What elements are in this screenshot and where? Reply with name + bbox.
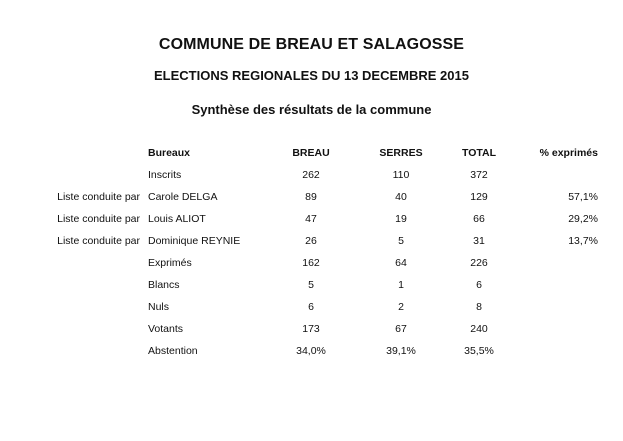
cell-total: 226 xyxy=(470,257,488,269)
row-prefix: Liste conduite par xyxy=(57,235,140,247)
table-row xyxy=(40,208,604,230)
table-row xyxy=(40,340,604,362)
row-prefix: Liste conduite par xyxy=(57,213,140,225)
results-table-body xyxy=(40,164,604,362)
cell-breau: 162 xyxy=(302,257,320,269)
cell-breau: 34,0% xyxy=(296,345,326,357)
row-label: Votants xyxy=(148,323,184,335)
cell-pct-exprimes: 29,2% xyxy=(568,213,598,225)
cell-pct-exprimes xyxy=(512,296,604,318)
row-prefix xyxy=(40,340,148,362)
row-label: Louis ALIOT xyxy=(148,213,206,225)
cell-serres: 67 xyxy=(395,323,407,335)
header-serres: SERRES xyxy=(379,147,423,159)
cell-breau: 5 xyxy=(308,279,314,291)
header-prefix-cell xyxy=(40,142,148,164)
row-label: Carole DELGA xyxy=(148,191,218,203)
document-subtitle: ELECTIONS REGIONALES DU 13 DECEMBRE 2015 xyxy=(154,68,469,83)
table-row xyxy=(40,274,604,296)
cell-serres: 19 xyxy=(395,213,407,225)
cell-total: 31 xyxy=(473,235,485,247)
row-prefix xyxy=(40,318,148,340)
cell-serres: 64 xyxy=(395,257,407,269)
document-title: COMMUNE DE BREAU ET SALAGOSSE xyxy=(158,36,465,53)
cell-serres: 40 xyxy=(395,191,407,203)
header-pct-exprimes: % exprimés xyxy=(539,147,598,159)
row-prefix xyxy=(40,252,148,274)
header-row xyxy=(40,142,604,164)
table-row xyxy=(40,164,604,186)
row-label: Blancs xyxy=(148,279,180,291)
cell-serres: 2 xyxy=(398,301,404,313)
row-prefix xyxy=(40,164,148,186)
table-row xyxy=(40,252,604,274)
cell-breau: 26 xyxy=(305,235,317,247)
header-breau: BREAU xyxy=(292,147,330,159)
cell-breau: 173 xyxy=(302,323,320,335)
cell-total: 6 xyxy=(476,279,482,291)
table-row xyxy=(40,186,604,208)
cell-serres: 5 xyxy=(398,235,404,247)
row-label: Nuls xyxy=(148,301,170,313)
header-total: TOTAL xyxy=(461,147,497,159)
cell-pct-exprimes xyxy=(512,318,604,340)
cell-total: 372 xyxy=(470,169,488,181)
header-bureaux: Bureaux xyxy=(148,147,191,159)
cell-total: 240 xyxy=(470,323,488,335)
cell-breau: 89 xyxy=(305,191,317,203)
cell-pct-exprimes xyxy=(512,274,604,296)
section-title: Synthèse des résultats de la commune xyxy=(191,102,432,117)
cell-breau: 47 xyxy=(305,213,317,225)
cell-breau: 262 xyxy=(302,169,320,181)
cell-total: 129 xyxy=(470,191,488,203)
cell-serres: 1 xyxy=(398,279,404,291)
row-prefix xyxy=(40,274,148,296)
table-row xyxy=(40,318,604,340)
row-prefix xyxy=(40,296,148,318)
row-label: Exprimés xyxy=(148,257,192,269)
table-row xyxy=(40,230,604,252)
cell-pct-exprimes: 13,7% xyxy=(568,235,598,247)
cell-serres: 110 xyxy=(392,169,410,181)
results-table xyxy=(40,142,604,362)
cell-breau: 6 xyxy=(308,301,314,313)
cell-pct-exprimes xyxy=(512,252,604,274)
cell-pct-exprimes: 57,1% xyxy=(568,191,598,203)
cell-serres: 39,1% xyxy=(386,345,416,357)
results-table-header xyxy=(40,142,604,164)
cell-pct-exprimes xyxy=(512,164,604,186)
cell-total: 8 xyxy=(476,301,482,313)
row-prefix: Liste conduite par xyxy=(57,191,140,203)
cell-pct-exprimes xyxy=(512,340,604,362)
row-label: Abstention xyxy=(148,345,198,357)
table-row xyxy=(40,296,604,318)
cell-total: 35,5% xyxy=(464,345,494,357)
cell-total: 66 xyxy=(473,213,485,225)
row-label: Dominique REYNIE xyxy=(148,235,241,247)
row-label: Inscrits xyxy=(148,169,182,181)
